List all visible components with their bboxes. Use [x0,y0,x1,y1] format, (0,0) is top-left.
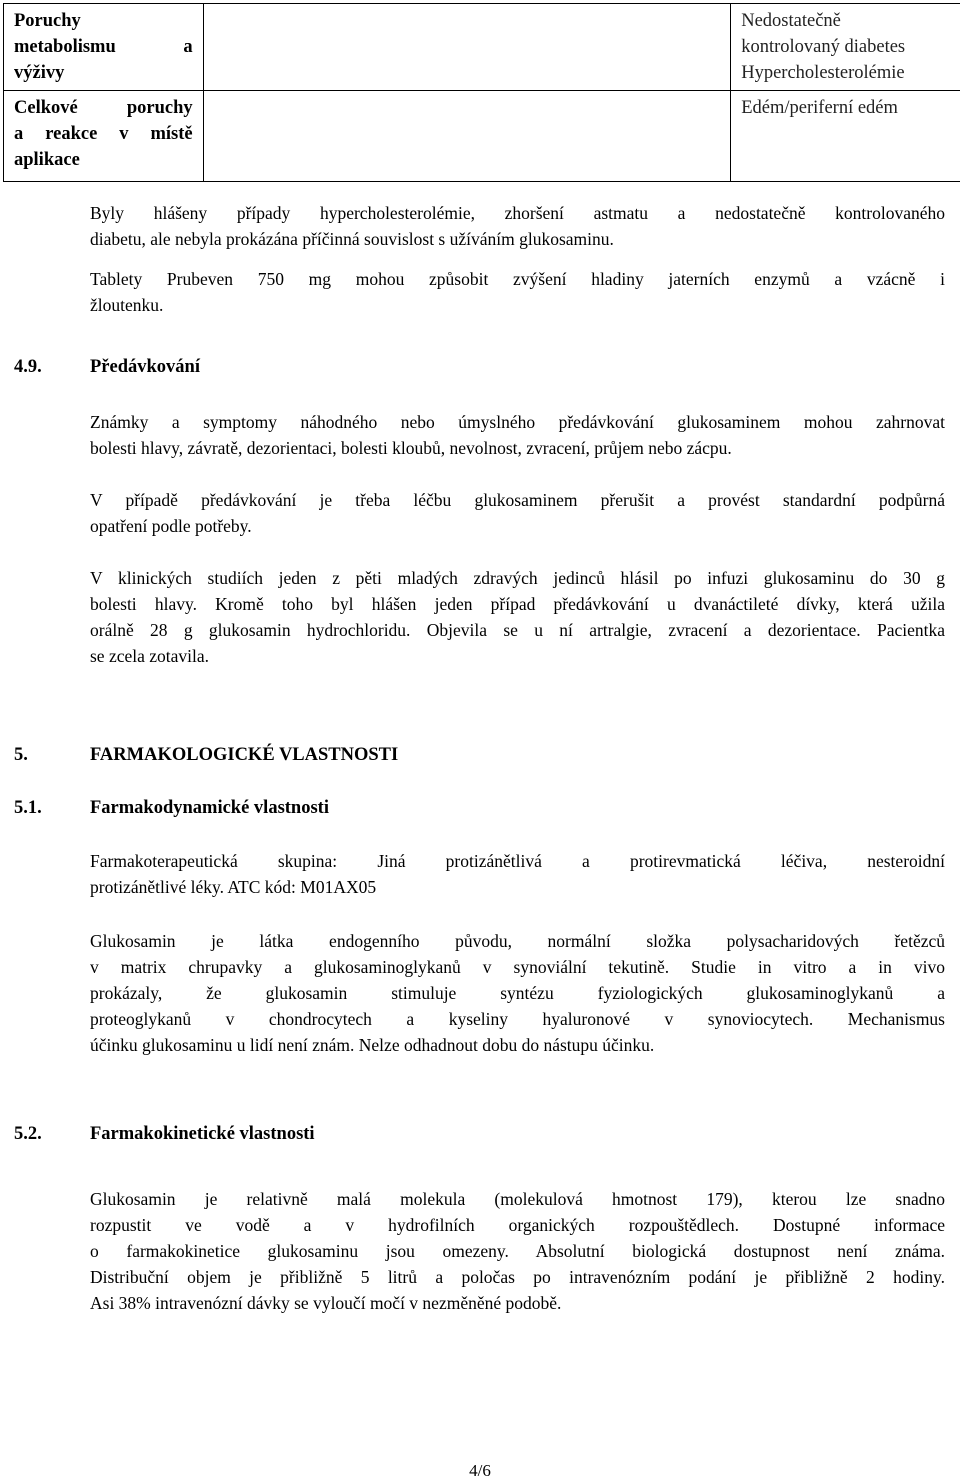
text-line: Glukosamin je relativně malá molekula (molekulová hmotnost 179), kterou lze snadno [90,1186,945,1212]
organ-class-line: aplikace [14,147,193,173]
paragraph [90,1186,945,1316]
section-number: 4.9. [14,357,42,378]
table-row [4,4,960,91]
effect-line: Hypercholesterolémie [741,60,960,86]
organ-class-line: Celkové poruchy [14,95,193,121]
text-line: Tablety Prubeven 750 mg mohou způsobit zvýšení hladiny jaterních enzymů a vzácně i [90,266,945,292]
paragraph [90,200,945,252]
text-line: Asi 38% intravenózní dávky se vyloučí močí v nezměněné podobě. [90,1290,945,1316]
text-line: opatření podle potřeby. [90,513,945,539]
section-title: Předávkování [90,357,200,378]
paragraph [90,487,945,539]
section-number: 5.2. [14,1124,42,1145]
table-row [4,91,960,182]
text-line: proteoglykanů v chondrocytech a kyseliny hyaluronové v synoviocytech. Mechanismus [90,1006,945,1032]
paragraph [90,928,945,1058]
text-line: Farmakoterapeutická skupina: Jiná protizánětlivá a protirevmatická léčiva, nesteroidní [90,848,945,874]
text-line: Byly hlášeny případy hypercholesterolémie, zhoršení astmatu a nedostatečně kontrolovaného [90,200,945,226]
text-line: žloutenku. [90,292,945,318]
text-line: bolesti hlavy. Kromě toho byl hlášen jeden případ předávkování u dvanáctileté dívky, která užila [90,591,945,617]
organ-class-cell [4,4,204,91]
text-line: prokázaly, že glukosamin stimuluje syntézu fyziologických glukosaminoglykanů a [90,980,945,1006]
text-line: protizánětlivé léky. ATC kód: M01AX05 [90,874,945,900]
text-line: účinku glukosaminu u lidí není znám. Nelze odhadnout dobu do nástupu účinku. [90,1032,945,1058]
paragraph [90,266,945,318]
empty-cell [203,91,731,182]
paragraph [90,409,945,461]
text-line: Glukosamin je látka endogenního původu, normální složka polysacharidových řetězců [90,928,945,954]
text-line: orálně 28 g glukosamin hydrochloridu. Objevila se u ní artralgie, zvracení a dezorientace. Pacientka [90,617,945,643]
effect-line: kontrolovaný diabetes [741,34,960,60]
page-number: 4/6 [0,1461,960,1481]
section-title: Farmakodynamické vlastnosti [90,798,329,819]
section-title: Farmakokinetické vlastnosti [90,1124,315,1145]
text-line: rozpustit ve vodě a v hydrofilních organických rozpouštědlech. Dostupné informace [90,1212,945,1238]
effects-cell [731,91,960,182]
organ-class-line: metabolismu a [14,34,193,60]
text-line: bolesti hlavy, závratě, dezorientaci, bolesti kloubů, nevolnost, zvracení, průjem nebo zácpu. [90,435,945,461]
effects-cell [731,4,960,91]
text-line: V případě předávkování je třeba léčbu glukosaminem přerušit a provést standardní podpůrná [90,487,945,513]
organ-class-line: a reakce v místě [14,121,193,147]
adverse-effects-table [3,3,960,182]
text-line: se zcela zotavila. [90,643,945,669]
paragraph [90,565,945,669]
text-line: V klinických studiích jeden z pěti mladých zdravých jedinců hlásil po infuzi glukosaminu do 30 g [90,565,945,591]
text-line: diabetu, ale nebyla prokázána příčinná souvislost s užíváním glukosaminu. [90,226,945,252]
section-title: FARMAKOLOGICKÉ VLASTNOSTI [90,745,398,766]
text-line: Známky a symptomy náhodného nebo úmyslného předávkování glukosaminem mohou zahrnovat [90,409,945,435]
section-number: 5. [14,745,28,766]
empty-cell [203,4,731,91]
organ-class-line: Poruchy [14,8,193,34]
section-number: 5.1. [14,798,42,819]
organ-class-line: výživy [14,60,193,86]
text-line: v matrix chrupavky a glukosaminoglykanů v synoviální tekutině. Studie in vitro a in vivo [90,954,945,980]
organ-class-cell [4,91,204,182]
text-line: Distribuční objem je přibližně 5 litrů a poločas po intravenózním podání je přibližně 2 hodiny. [90,1264,945,1290]
effect-line: Edém/periferní edém [741,95,960,121]
effect-line: Nedostatečně [741,8,960,34]
text-line: o farmakokinetice glukosaminu jsou omezeny. Absolutní biologická dostupnost není známa. [90,1238,945,1264]
paragraph [90,848,945,900]
